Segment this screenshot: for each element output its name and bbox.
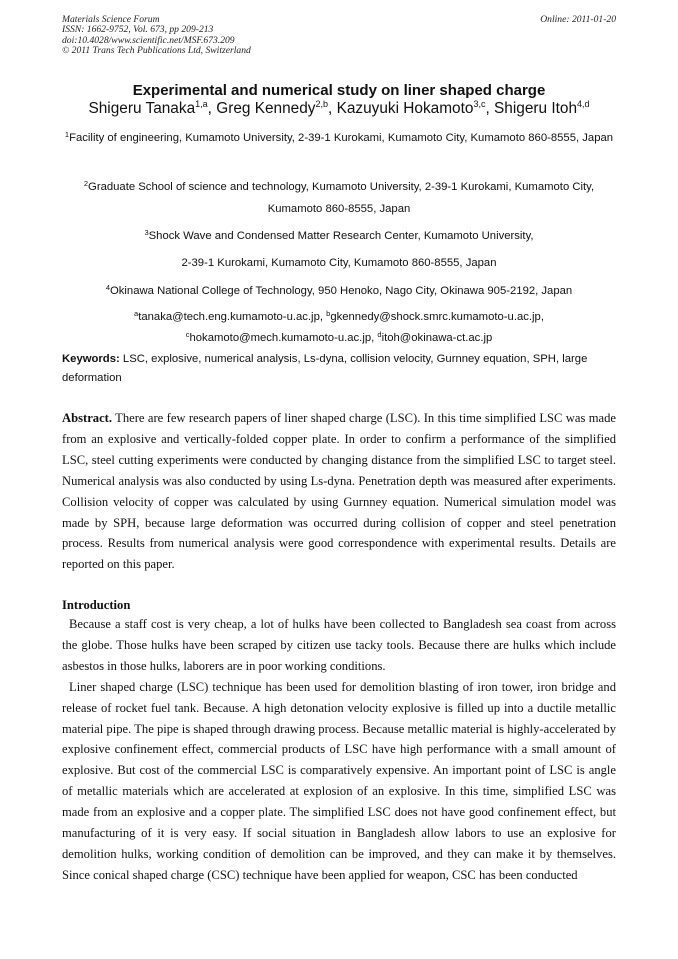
affiliation-4 [62,280,616,302]
issn-line: ISSN: 1662-9752, Vol. 673, pp 209-213 [62,24,214,36]
author-name: Kazuyuki Hokamoto [336,100,474,117]
affiliation-3-address [62,252,616,274]
journal-header [62,15,251,57]
affiliation-superscript: 3 [144,228,149,237]
email-superscript: c [185,330,190,339]
abstract [62,408,616,575]
author-name: Greg Kennedy [216,100,316,117]
affiliation-text: Shock Wave and Condensed Matter Research Center, Kumamoto University, [148,230,534,242]
author-superscript: 3,c [473,99,486,109]
affiliation-text: Facility of engineering, Kumamoto University, 2-39-1 Kurokami, Kumamoto City, Kumamoto 860-8555, Japan [69,132,614,144]
email-link[interactable]: itoh@okinawa-ct.ac.jp [381,332,493,344]
author-superscript: 2,b [315,99,328,109]
email-superscript: d [377,330,382,339]
email-list [62,307,616,349]
affiliation-text: 2-39-1 Kurokami, Kumamoto City, Kumamoto 860-8555, Japan [181,257,497,269]
affiliation-superscript: 1 [64,130,70,139]
author-name: Shigeru Itoh [494,100,578,117]
email-link[interactable]: gkennedy@shock.smrc.kumamoto-u.ac.jp, [330,311,544,323]
email-link[interactable]: tanaka@tech.eng.kumamoto-u.ac.jp, [138,311,323,323]
email-superscript: a [134,309,139,318]
paragraph: Because a staff cost is very cheap, a lot of hulks have been collected to Bangladesh sea coast from across the globe. Those hulks have been scraped by citizen use tacky tools. Because there are hulks which include asbestos in those hulks, laborers are in poor working conditions. [62,617,616,673]
introduction-body [62,614,616,886]
online-date: Online: 2011-01-20 [540,14,616,25]
affiliation-3 [62,225,616,247]
affiliation-1 [62,127,616,149]
affiliation-2 [62,176,616,220]
paragraph: Liner shaped charge (LSC) technique has been used for demolition blasting of iron tower, iron bridge and release of rocket fuel tank. Because. A high detonation velocity explosive is filled up into a ductile metallic material pipe. The pipe is shaped through drawing process. Because metallic material is highly-accelerated by explosive confinement effect, commercial products of LSC have high performance with a small amount of explosive. But cost of the commercial LSC is comparatively expensive. An important point of LSC is angle of metallic materials which are accelerated at explosion of an explosive. In this time, simplified LSC was made from an explosive and a copper plate. The simplified LSC does not have good confinement effect, but manufacturing of it is very easy. If social situation in Bangladesh allow labors to use an explosive for demolition hulks, working condition of demolition can be improved, and they can make it by themselves. Since conical shaped charge (CSC) technique have been applied for weapon, CSC has been conducted [62,679,616,882]
author-superscript: 1,a [195,99,208,109]
journal-name: Materials Science Forum [62,14,160,25]
affiliation-superscript: 4 [105,283,110,292]
keywords [62,350,616,388]
affiliation-text: Graduate School of science and technology, Kumamoto University, 2-39-1 Kurokami, Kumamoto City, Kumamoto 860-8555, Japan [88,181,595,215]
abstract-text: There are few research papers of liner shaped charge (LSC). In this time simplified LSC was made from an explosive and vertically-folded copper plate. In order to confirm a performance of the simplified LSC, steel cutting experiments were conducted by changing distance from the simplified LSC to target steel. Numerical analysis was also conducted by using Ls-dyna. Penetration depth was measured after experiments. Collision velocity of copper was calculated by using Gurnney equation. Numerical simulation model was made by SPH, because large deformation was occurred during collision of copper and steel penetration process. Results from numerical analysis were good correspondence with experimental results. Details are reported on this paper. [62,411,616,572]
email-link[interactable]: hokamoto@mech.kumamoto-u.ac.jp, [189,332,375,344]
copyright-line: © 2011 Trans Tech Publications Ltd, Switzerland [62,45,251,57]
affiliation-text: Okinawa National College of Technology, 950 Henoko, Nago City, Okinawa 905-2192, Japan [109,285,573,297]
affiliation-superscript: 2 [83,179,89,188]
doi-line[interactable]: doi:10.4028/www.scientific.net/MSF.673.209 [62,34,235,46]
abstract-label: Abstract. [62,411,113,425]
author-name: Shigeru Tanaka [88,100,196,117]
author-superscript: 4,d [577,99,590,109]
email-superscript: b [326,309,331,318]
paper-title: Experimental and numerical study on liner shaped charge [132,82,546,99]
author-list: Shigeru Tanaka$^{1,a}$, Greg Kennedy$^{2,b}$, Kazuyuki Hokamoto$^{3,c}$, Shigeru Itoh$^{4,d}$ [88,99,590,117]
keywords-label: Keywords: [62,353,120,365]
section-heading: Introduction [62,598,131,612]
keywords-text: LSC, explosive, numerical analysis, Ls-dyna, collision velocity, Gurnney equation, SPH, large deformation [62,353,588,384]
